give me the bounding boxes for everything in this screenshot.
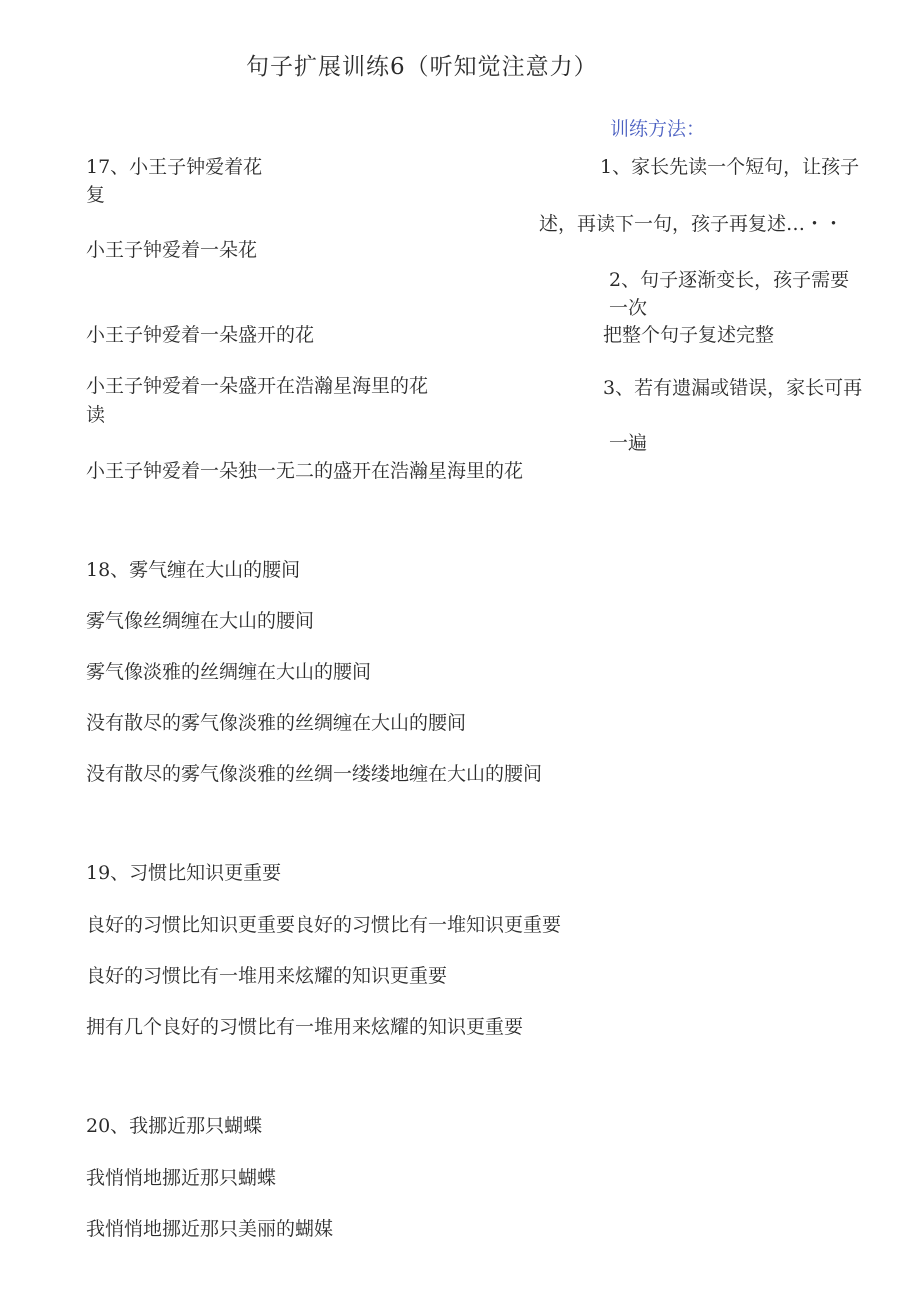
exercise-17-heading: 17、小王子钟爱着花	[86, 156, 263, 178]
exercise-17-line-4: 小王子钟爱着一朵独一无二的盛开在浩瀚星海里的花	[86, 460, 524, 482]
method-title: 训练方法：	[610, 118, 706, 140]
exercise-18-line-1: 雾气像丝绸缠在大山的腰间	[86, 610, 315, 632]
method-line-4: 一次	[609, 297, 648, 319]
exercise-17-line-3: 小王子钟爱着一朵盛开在浩瀚星海里的花	[86, 375, 429, 397]
exercise-19-line-2: 良好的习惯比有一堆用来炫耀的知识更重要	[86, 965, 448, 987]
method-line-6: 3、若有遗漏或错误，家长可再	[603, 377, 863, 399]
exercise-20-line-2: 我悄悄地挪近那只美丽的蝴媒	[86, 1218, 334, 1240]
method-line-3: 2、句子逐渐变长，孩子需要	[609, 269, 850, 291]
exercise-17-line-2: 小王子钟爱着一朵盛开的花	[86, 324, 315, 346]
exercise-18-line-2: 雾气像淡雅的丝绸缠在大山的腰间	[86, 661, 372, 683]
method-line-5: 把整个句子复述完整	[603, 324, 775, 346]
exercise-19-line-3: 拥有几个良好的习惯比有一堆用来炫耀的知识更重要	[86, 1016, 524, 1038]
method-line-1: 1、家长先读一个短句，让孩子	[600, 156, 860, 178]
page-title: 句子扩展训练6（听知觉注意力）	[246, 54, 598, 80]
exercise-18-heading: 18、雾气缠在大山的腰间	[86, 559, 301, 581]
exercise-20-line-1: 我悄悄地挪近那只蝴蝶	[86, 1167, 277, 1189]
method-line-2: 述，再读下一句，孩子再复述…・・	[539, 213, 844, 235]
exercise-17-heading-wrap: 复	[86, 184, 106, 206]
exercise-19-heading: 19、习惯比知识更重要	[86, 862, 282, 884]
exercise-20-heading: 20、我挪近那只蝴蝶	[86, 1115, 263, 1137]
exercise-18-line-4: 没有散尽的雾气像淡雅的丝绸一缕缕地缠在大山的腰间	[86, 763, 543, 785]
exercise-17-line-3-wrap: 读	[86, 404, 106, 426]
exercise-18-line-3: 没有散尽的雾气像淡雅的丝绸缠在大山的腰间	[86, 712, 467, 734]
exercise-17-line-1: 小王子钟爱着一朵花	[86, 239, 258, 261]
method-line-7: 一遍	[609, 432, 648, 454]
exercise-19-line-1: 良好的习惯比知识更重要良好的习惯比有一堆知识更重要	[86, 914, 562, 936]
